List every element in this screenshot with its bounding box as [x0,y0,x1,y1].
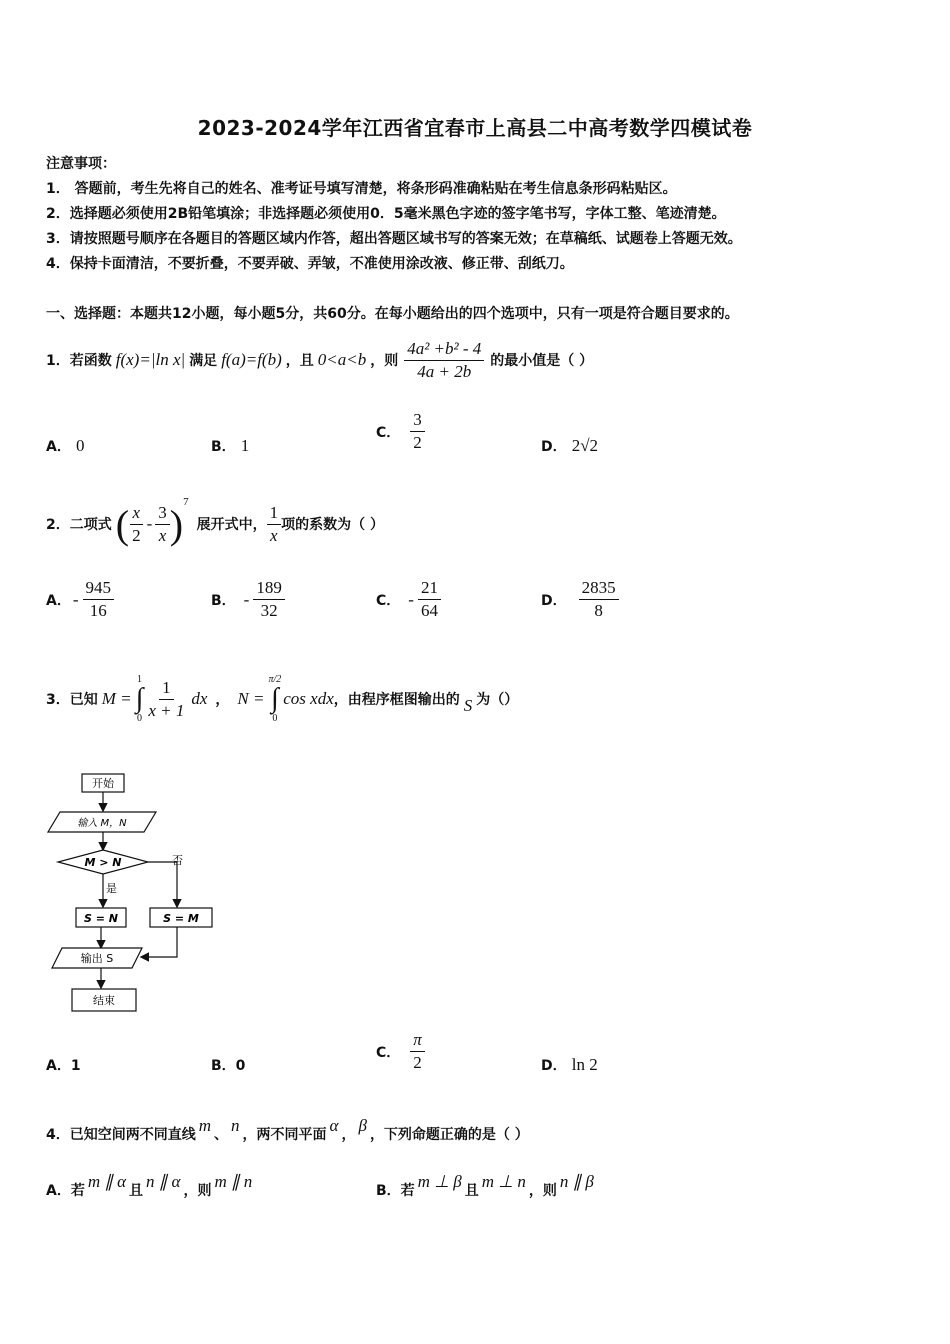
option-value: 2√2 [571,436,599,455]
option-value: 1 [70,1058,81,1074]
q2-term [267,503,282,546]
numerator: 1 [267,503,282,525]
option-numerator: 189 [253,578,285,600]
q1-text: 的最小值是（ ） [490,353,594,369]
q1-fraction-denominator: 4a + 2b [417,361,472,381]
option-value: ln 2 [571,1055,598,1074]
q4-alpha: α [329,1116,339,1135]
integral-lower: 0 [272,713,278,724]
option-label: D． [541,592,567,609]
question-2 [46,496,384,552]
q1-text: ，且 [285,353,314,369]
notice-item: 1． 答题前，考生先将自己的姓名、准考证号填写清楚，将条形码准确粘贴在考生信息条形码粘贴区。 [46,181,677,197]
q4-text: ，下列命题正确的是（ ） [369,1127,529,1143]
option-label: C． [376,1044,401,1061]
integral-upper: π/2 [268,674,282,685]
numerator: x [130,503,144,525]
option-numerator: 2835 [579,578,619,600]
flow-input [48,812,156,832]
option-cond: n ∥ α [146,1172,181,1191]
q3-text: ，由程序框图输出的 [333,692,460,708]
q4-text: ，两不同平面 [242,1127,327,1143]
option-label: B．若 [376,1183,415,1199]
q4-m: m [198,1116,212,1135]
q2-option-c [376,578,441,621]
option-fraction [418,578,441,621]
q1-text: ，则 [370,353,399,369]
flow-output [52,948,142,968]
option-fraction [253,578,285,621]
separator: ， [341,1127,356,1143]
denominator: x [270,525,278,545]
q4-option-a [46,1172,255,1200]
option-value: 0 [235,1058,246,1074]
q3-M-dx: dx [191,689,208,708]
q1-option-d [541,436,598,456]
q1-text: 满足 [189,353,218,369]
option-numerator: 21 [418,578,441,600]
q2-option-b [211,578,285,621]
flow-assign-left-text: S = N [83,912,119,925]
option-label: B． [211,1058,236,1074]
flow-no-label: 否 [172,854,183,867]
q4-number: 4．已知空间两不同直线 [46,1127,196,1143]
denominator: x + 1 [148,700,185,720]
denominator: 2 [132,525,141,545]
q1-condition: f(a)=f(b) [221,350,282,369]
flow-start [82,774,124,792]
q1-option-c [376,410,425,453]
option-label: D． [541,439,567,455]
option-denominator: 2 [413,433,422,452]
q2-fraction-2 [155,503,170,546]
flowchart [46,770,226,1020]
flow-decision [58,850,148,874]
flow-end-text: 结束 [93,994,115,1007]
option-label: A． [46,592,71,609]
option-fraction [83,578,115,621]
option-cond: m ⊥ n [481,1172,526,1191]
option-text: ，则 [528,1183,557,1199]
option-sign: - [243,589,250,609]
option-cond: m ⊥ β [417,1172,462,1191]
flow-yes-label: 是 [106,882,117,895]
flow-output-text: 输出 S [80,952,114,965]
q2-text: 项的系数为（ ） [281,517,384,533]
option-denominator: 32 [260,601,278,620]
option-label: C． [376,592,401,609]
q3-N-body: cos xdx [283,689,334,708]
q3-option-a [46,1055,81,1075]
option-cond: m ∥ n [214,1172,253,1191]
integral-sign: ∫ [271,683,279,714]
option-fraction [579,578,619,621]
question-1 [46,330,593,390]
notice-item: 4．保持卡面清洁，不要折叠，不要弄破、弄皱，不准使用涂改液、修正带、刮纸刀。 [46,256,574,272]
separator: 、 [214,1127,229,1143]
option-numerator: π [410,1030,425,1052]
q2-option-a [46,578,114,621]
q3-integral-N [268,674,281,724]
q2-number: 2．二项式 [46,517,112,533]
option-label: D． [541,1058,567,1074]
q3-option-c [376,1030,425,1073]
option-fraction [410,410,425,453]
question-3 [46,666,518,732]
option-denominator: 2 [413,1053,422,1072]
q3-option-b [211,1055,245,1075]
option-text: 且 [129,1183,144,1199]
q1-fraction-numerator: 4a² +b² - 4 [404,339,484,361]
flow-input-text: 输入 M，N [77,818,127,829]
q3-M-fraction [145,678,187,721]
q3-option-d [541,1055,598,1075]
section-heading: 一、选择题：本题共12小题，每小题5分，共60分。在每小题给出的四个选项中，只有一项是符合题目要求的。 [46,306,739,322]
q3-text: 为（） [476,692,519,708]
notice-heading: 注意事项： [46,156,116,172]
option-label: A．若 [46,1183,85,1199]
option-label: A． [46,1058,71,1074]
q3-N-lhs: N = [237,689,265,708]
option-numerator: 3 [410,410,425,432]
option-cond: n ∥ β [559,1172,594,1191]
q4-beta: β [358,1116,367,1135]
option-label: C． [376,424,401,441]
right-paren: ) [169,501,184,547]
question-4 [46,1116,529,1144]
denominator: x [158,525,167,545]
option-denominator: 64 [420,601,438,620]
notice-item: 3．请按照题号顺序在各题目的答题区域内作答，超出答题区域书写的答案无效；在草稿纸、试题卷上答题无效。 [46,231,742,247]
q2-option-d [541,578,619,621]
flow-decision-text: M > N [84,856,122,869]
flow-start-text: 开始 [92,777,114,790]
flow-assign-left [76,908,126,927]
q2-fraction-1 [129,503,144,546]
option-label: B． [211,439,236,455]
left-paren: ( [115,501,130,547]
option-sign: - [408,589,414,609]
option-denominator: 8 [594,601,603,620]
q1-range: 0<a<b [317,350,367,369]
option-value: 0 [75,436,85,455]
flow-assign-right [150,908,212,927]
q3-S: S [463,696,473,715]
integral-sign: ∫ [135,683,144,714]
q1-fraction [404,339,484,382]
minus-sign: - [146,514,153,533]
numerator: 1 [159,678,174,700]
integral-lower: 0 [136,713,142,724]
q1-option-a [46,436,84,456]
option-cond: m ∥ α [87,1172,127,1191]
option-sign: - [72,589,79,609]
flow-end [72,989,136,1011]
option-denominator: 16 [89,601,107,620]
q3-number: 3．已知 [46,692,98,708]
q3-M-lhs: M = [101,689,132,708]
q1-number: 1．若函数 [46,353,112,369]
q1-option-b [211,436,249,456]
option-label: B． [211,592,236,609]
flow-assign-right-text: S = M [163,912,199,925]
option-text: 且 [464,1183,479,1199]
exponent: 7 [183,496,189,508]
option-label: A． [46,439,71,455]
q2-text: 展开式中， [196,517,267,533]
notice-item: 2．选择题必须使用2B铅笔填涂；非选择题必须使用0．5毫米黑色字迹的签字笔书写，字体工整、笔迹清楚。 [46,206,726,222]
q3-integral-M [136,674,144,724]
page-title: 2023-2024学年江西省宜春市上高县二中高考数学四模试卷 [197,116,753,140]
q4-n: n [231,1116,240,1135]
option-numerator: 945 [83,578,115,600]
separator: ， [215,692,230,708]
integral-upper: 1 [136,674,142,685]
q1-function: f(x)=|ln x| [115,350,186,369]
numerator: 3 [155,503,170,525]
q4-option-b [376,1172,597,1200]
option-text: ，则 [183,1183,212,1199]
option-value: 1 [240,436,250,455]
option-fraction [410,1030,425,1073]
